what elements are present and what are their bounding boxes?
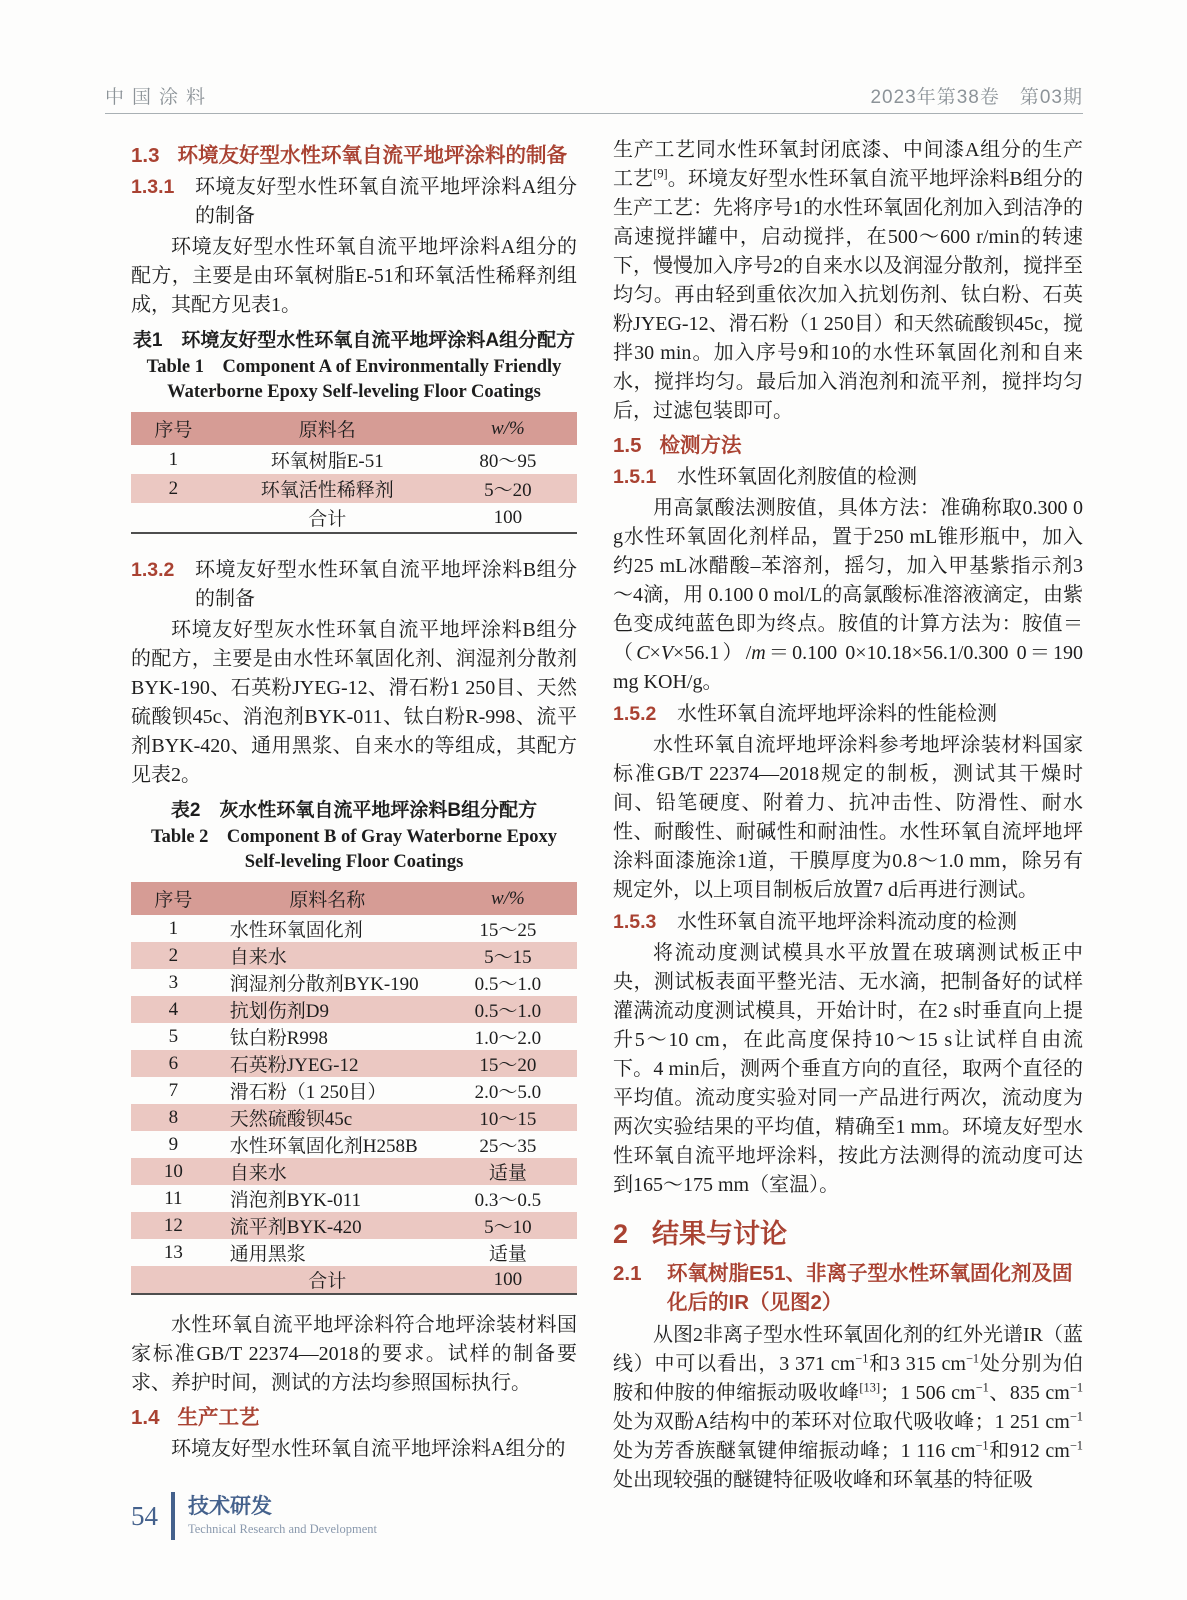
table-cell: 合计: [216, 1266, 439, 1294]
section-number: 2.1: [613, 1262, 642, 1285]
table-cell: 100: [439, 1266, 577, 1294]
table1-body: [131, 445, 577, 533]
text-segment: C: [636, 642, 650, 664]
text-segment: 和3 315 cm: [868, 1353, 966, 1375]
table-cell: [131, 503, 216, 533]
paragraph-production-process: [613, 136, 1083, 426]
table-cell: 3: [168, 971, 179, 993]
table-cell: 25～35: [479, 1136, 537, 1157]
page-number: 54: [131, 1500, 158, 1531]
table-row: [131, 1104, 577, 1131]
table2-th-weight-percent: w/%: [439, 882, 577, 915]
header-rule: [105, 113, 1083, 114]
table-cell: 6: [131, 1050, 216, 1077]
superscript: −1: [975, 1380, 989, 1395]
footer-divider-bar: [171, 1492, 175, 1540]
paragraph-performance-test: 水性环氧自流坪地坪涂料参考地坪涂装材料国家标准GB/T 22374—2018规定的制板，测试其干燥时间、铅笔硬度、附着力、抗冲击性、防滑性、耐水性、耐酸性、耐碱性和耐油性。水性环氧自流坪地坪涂料面漆施涂1道，干膜厚度为0.8～1.0 mm，除另有规定外，以上项目制板后放置7 d后再进行测试。: [613, 734, 1083, 901]
table-cell: 流平剂BYK-420: [216, 1212, 439, 1239]
subsection-number: 1.5.2: [613, 703, 657, 725]
table-row: [131, 445, 577, 474]
section-number: 2: [613, 1219, 629, 1249]
table1-caption-cn: 表1 环境友好型水性环氧自流平地坪涂料A组分配方: [132, 330, 576, 351]
page-footer: [131, 1492, 377, 1540]
table-cell: 1: [168, 448, 179, 470]
table-cell: 13: [163, 1241, 183, 1263]
superscript: −1: [855, 1351, 869, 1366]
table-cell: 0.5～1.0: [439, 996, 577, 1023]
table-cell: 水性环氧固化剂H258B: [229, 1136, 418, 1157]
table-cell: 2: [131, 474, 216, 503]
table-cell: [131, 1266, 216, 1294]
table2-caption-en: Table 2 Component B of Gray Waterborne Epoxy Self-leveling Floor Coatings: [151, 827, 557, 872]
table-row: [131, 474, 577, 503]
subsection-heading-1-5-2: [613, 700, 1083, 729]
text-segment: ；1 506 cm: [880, 1382, 976, 1404]
text-segment: 生产工艺同水性环氧封闭底漆、中间漆A组分的生产工艺: [613, 139, 1083, 190]
table-cell: 15～20: [439, 1050, 577, 1077]
table-cell: 适量: [439, 1158, 577, 1185]
issue-info: 2023年第38卷 第03期: [870, 87, 1083, 108]
table1-th-material: 原料名: [216, 412, 439, 445]
table-cell: 合计: [308, 509, 347, 530]
section-number: 1.5: [613, 434, 642, 457]
subsection-title: 水性环氧固化剂胺值的检测: [677, 466, 917, 488]
footer-section: [188, 1495, 377, 1537]
superscript: [9]: [653, 166, 668, 181]
table-row: [131, 1131, 577, 1158]
subsection-number: 1.5.3: [613, 911, 657, 933]
text-segment: 用高氯酸法测胺值，具体方法：准确称取0.300 0 g水性环氧固化剂样品，置于250 mL锥形瓶中，加入约25 mL冰醋酸–苯溶剂，摇匀，加入甲基紫指示剂3～4滴，用 0.100 0 mol/L的高氯酸标准溶液滴定，由紫色变成纯蓝色即为终点。胺值的计算方法为：胺值＝（: [613, 497, 1083, 664]
table-cell: 石英粉JYEG-12: [216, 1050, 439, 1077]
section-number: 1.4: [131, 1406, 160, 1429]
table-row: [131, 996, 577, 1023]
table-cell: 15～25: [479, 920, 537, 941]
superscript: [13]: [859, 1380, 881, 1395]
table2: [131, 882, 577, 1295]
text-segment: 处为芳香族醚氧键伸缩振动峰；1 116 cm: [613, 1440, 976, 1462]
table-cell: 消泡剂BYK-011: [229, 1190, 361, 1211]
table-cell: 滑石粉（1 250目）: [229, 1082, 387, 1103]
text-segment: m: [751, 642, 766, 664]
table-cell: 80～95: [479, 451, 537, 472]
subsection-title: 水性环氧自流坪地坪涂料的性能检测: [677, 703, 997, 725]
article-body: [131, 136, 1083, 1495]
table-row: [131, 1077, 577, 1104]
subsection-heading-1-3-2: [131, 556, 577, 614]
table-cell: 5: [168, 1025, 179, 1047]
text-segment: 处为双酚A结构中的苯环对位取代吸收峰；1 251 cm: [613, 1411, 1070, 1433]
table-row: [131, 503, 577, 533]
table-row: [131, 1158, 577, 1185]
text-segment: 处分别为伯胺和仲胺的伸缩振动吸收峰: [613, 1353, 1084, 1404]
table-cell: 抗划伤剂D9: [216, 996, 439, 1023]
table-cell: 5～15: [439, 942, 577, 969]
table-cell: 适量: [488, 1244, 527, 1265]
table-cell: 天然硫酸钡45c: [216, 1104, 439, 1131]
text-segment: ×56.1）/: [673, 642, 752, 664]
table-cell: 9: [168, 1133, 179, 1155]
text-segment: 和912 cm: [988, 1440, 1070, 1462]
table2-block: [131, 798, 577, 1295]
text-segment: 、835 cm: [988, 1382, 1070, 1404]
subsection-heading-1-5-3: [613, 908, 1083, 937]
subsection-number: 1.3.2: [131, 559, 175, 581]
section-number: 1.3: [131, 144, 160, 167]
section-title: 检测方法: [659, 434, 742, 457]
table2-th-index: 序号: [131, 882, 216, 915]
paragraph-component-a: 环境友好型水性环氧自流平地坪涂料A组分的配方，主要是由环氧树脂E-51和环氧活性稀释剂组成，其配方见表1。: [131, 236, 577, 316]
superscript: −1: [965, 1351, 980, 1366]
text-segment: V: [660, 642, 674, 664]
table-cell: 11: [164, 1187, 183, 1209]
table-row: [131, 1239, 577, 1266]
table2-caption-cn: 表2 灰水性环氧自流平地坪涂料B组分配方: [170, 800, 538, 821]
table-cell: 1.0～2.0: [474, 1028, 542, 1049]
table-cell: 2.0～5.0: [474, 1082, 542, 1103]
subsection-title: 水性环氧自流平地坪涂料流动度的检测: [677, 911, 1017, 933]
paragraph-component-b: 环境友好型灰水性环氧自流平地坪涂料B组分的配方，主要是由水性环氧固化剂、润湿剂分散剂BYK-190、石英粉JYEG-12、滑石粉1 250目、天然硫酸钡45c、消泡剂BYK-011、钛白粉R-998、流平剂BYK-420、通用黑浆、自来水的等组成，其配方见表2。: [131, 619, 577, 786]
paragraph-amine-value: [613, 494, 1083, 697]
table-cell: 0.3～0.5: [474, 1190, 542, 1211]
table-cell: 环氧树脂E-51: [270, 451, 384, 472]
table2-header: [131, 882, 577, 915]
table1-header: [131, 412, 577, 445]
table-cell: 润湿剂分散剂BYK-190: [229, 974, 419, 995]
section-heading-2-1: [613, 1259, 1083, 1317]
subsection-number: 1.3.1: [131, 176, 175, 198]
superscript: −1: [1069, 1409, 1083, 1424]
right-column: [613, 136, 1083, 1495]
page-header: [105, 82, 1083, 109]
section-heading-1-3: [131, 141, 577, 170]
section-heading-2: [613, 1216, 1083, 1252]
section-title: 环境友好型水性环氧自流平地坪涂料的制备: [177, 144, 567, 167]
table-cell: 4: [131, 996, 216, 1023]
table-cell: 2: [131, 942, 216, 969]
superscript: −1: [1069, 1380, 1084, 1395]
subsection-heading-1-5-1: [613, 463, 1083, 492]
table-cell: 水性环氧固化剂: [229, 920, 363, 941]
table-cell: 5～10: [439, 1212, 577, 1239]
table-row: [131, 969, 577, 996]
journal-name: 中国涂料: [105, 87, 214, 108]
table-row: [131, 1023, 577, 1050]
text-segment: 从图2非离子型水性环氧固化剂的红外光谱IR（蓝线）中可以看出，3 371 cm: [613, 1324, 1083, 1375]
table-cell: 12: [131, 1212, 216, 1239]
superscript: −1: [975, 1438, 989, 1453]
table-row: [131, 942, 577, 969]
paragraph-standard: 水性环氧自流平地坪涂料符合地坪涂装材料国家标准GB/T 22374—2018的要求。试样的制备要求、养护时间，测试的方法均参照国标执行。: [131, 1314, 577, 1394]
table-cell: 100: [493, 506, 523, 528]
subsection-title: 环境友好型水性环氧自流平地坪涂料A组分的制备: [195, 176, 577, 227]
table1-th-index: 序号: [131, 412, 216, 445]
table1-caption-en: Table 1 Component A of Environmentally Friendly Waterborne Epoxy Self-leveling Floor Coatings: [146, 357, 562, 402]
table-row: [131, 1185, 577, 1212]
section-title: 结果与讨论: [652, 1219, 788, 1249]
section-heading-1-5: [613, 431, 1083, 460]
footer-section-cn: 技术研发: [188, 1495, 272, 1518]
subsection-title: 环境友好型水性环氧自流平地坪涂料B组分的制备: [195, 559, 577, 610]
table-cell: 自来水: [216, 942, 439, 969]
table-cell: 0.5～1.0: [474, 974, 542, 995]
table-row: [131, 1266, 577, 1294]
table-cell: 5～20: [439, 474, 577, 503]
table1: [131, 412, 577, 534]
table-cell: 8: [131, 1104, 216, 1131]
text-segment: ＝0.100 0×10.18×56.1/0.300 0＝190 mg KOH/g。: [613, 642, 1084, 693]
footer-section-en: Technical Research and Development: [188, 1522, 377, 1536]
table-cell: 自来水: [216, 1158, 439, 1185]
superscript: −1: [1069, 1438, 1083, 1453]
paragraph-fluidity-test: 将流动度测试模具水平放置在玻璃测试板正中央，测试板表面平整光洁、无水滴，把制备好的试样灌满流动度测试模具，开始计时，在2 s时垂直向上提升5～10 cm，在此高度保持10～15 s让试样自由流下。4 min后，测两个垂直方向的直径，取两个直径的平均值。流动度实验对同一产品进行两次，流动度为两次实验结果的平均值，精确至1 mm。环境友好型水性环氧自流平地坪涂料，按此方法测得的流动度可达到165～175 mm（室温）。: [613, 942, 1083, 1196]
table-cell: 环氧活性稀释剂: [216, 474, 439, 503]
section-heading-1-4: [131, 1403, 577, 1432]
table-cell: 7: [168, 1079, 179, 1101]
table-cell: 10: [131, 1158, 216, 1185]
table2-th-material: 原料名称: [216, 882, 439, 915]
paragraph-ir-analysis: [613, 1321, 1083, 1495]
subsection-number: 1.5.1: [613, 466, 657, 488]
table-row: [131, 1212, 577, 1239]
table-cell: 10～15: [439, 1104, 577, 1131]
table-cell: 钛白粉R998: [229, 1028, 328, 1049]
left-column: [131, 136, 577, 1495]
text-segment: 。环境友好型水性环氧自流平地坪涂料B组分的生产工艺：先将序号1的水性环氧固化剂加入到洁净的高速搅拌罐中，启动搅拌，在500～600 r/min的转速下，慢慢加入序号2的自来水以及润湿分散剂，搅拌至均匀。再由轻到重依次加入抗划伤剂、钛白粉、石英粉JYEG-12、滑石粉（1 250目）和天然硫酸钡45c，搅拌30 min。加入序号9和10的水性环氧固化剂和自来水，搅拌均匀。最后加入消泡剂和流平剂，搅拌均匀后，过滤包装即可。: [613, 168, 1084, 422]
subsection-heading-1-3-1: [131, 173, 577, 231]
paragraph-1-4-start: 环境友好型水性环氧自流平地坪涂料A组分的: [171, 1438, 566, 1460]
table1-block: [131, 328, 577, 534]
table-row: [131, 915, 577, 942]
text-segment: ×: [649, 642, 661, 664]
text-segment: 处出现较强的醚键特征吸收峰和环氧基的特征吸: [613, 1469, 1033, 1491]
section-title: 环氧树脂E51、非离子型水性环氧固化剂及固化后的IR（见图2）: [667, 1262, 1073, 1314]
table2-body: [131, 915, 577, 1294]
section-title: 生产工艺: [177, 1406, 260, 1429]
table-cell: 1: [168, 917, 179, 939]
table-row: [131, 1050, 577, 1077]
table-cell: 通用黑浆: [229, 1244, 306, 1265]
table1-th-weight-percent: w/%: [439, 412, 577, 445]
